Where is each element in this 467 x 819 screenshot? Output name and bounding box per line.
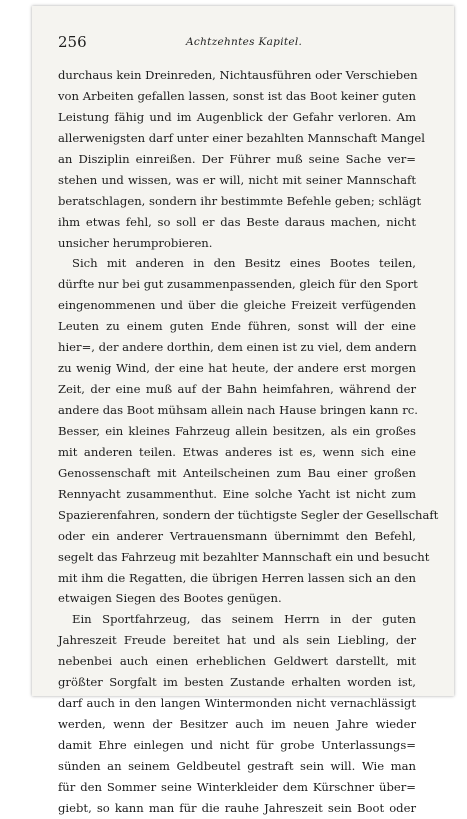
text-line: damit Ehre einlegen und nicht für grobe Unterlassungs= <box>58 738 416 752</box>
paragraph <box>58 253 439 609</box>
text-line: Genossenschaft mit Anteilscheinen zum Bau einer großen <box>58 465 416 480</box>
text-line: dürfte nur bei gut zusammenpassenden, gleich für den Sport <box>58 277 418 292</box>
text-line: Spazierenfahren, sondern der tüchtigste Segler der Gesellschaft <box>58 507 439 522</box>
text-line: etwaigen Siegen des Bootes genügen. <box>58 591 282 606</box>
text-line: allerwenigsten darf unter einer bezahlten Mannschaft Mangel <box>58 130 425 145</box>
paragraph <box>58 65 425 253</box>
text-line: beratschlagen, sondern ihr bestimmte Befehle geben; schlägt <box>58 193 422 208</box>
text-line: von Arbeiten gefallen lassen, sonst ist das Boot keiner guten <box>58 88 416 103</box>
text-line: mit anderen teilen. Etwas anderes ist es, wenn sich eine <box>58 444 416 459</box>
text-line: hier=, der andere dorthin, dem einen ist zu viel, dem andern <box>58 340 417 355</box>
text-line: stehen und wissen, was er will, nicht mit seiner Mannschaft <box>58 172 416 187</box>
text-line: größter Sorgfalt im besten Zustande erhalten worden ist, <box>58 675 416 690</box>
text-line: Jahreszeit Freude bereitet hat und als sein Liebling, der <box>58 633 416 648</box>
page-number: 256 <box>58 33 87 51</box>
text-line: Rennyacht zusammenthut. Eine solche Yacht ist nicht zum <box>58 486 416 501</box>
text-line: an Disziplin einreißen. Der Führer muß seine Sache ver= <box>58 151 416 166</box>
text-line: Sich mit anderen in den Besitz eines Bootes teilen, <box>72 256 416 271</box>
text-line: giebt, so kann man für die rauhe Jahreszeit sein Boot oder <box>58 800 416 815</box>
text-line: eingenommenen und über die gleiche Freizeit verfügenden <box>58 298 416 313</box>
text-line: zu wenig Wind, der eine hat heute, der andere erst morgen <box>58 361 416 376</box>
text-line: durchaus kein Dreinreden, Nichtausführen oder Verschieben <box>58 68 418 82</box>
text-line: segelt das Fahrzeug mit bezahlter Mannschaft ein und besucht <box>58 549 430 564</box>
paragraph <box>58 609 416 818</box>
text-line: Ein Sportfahrzeug, das seinem Herrn in der guten <box>72 612 416 627</box>
text-line: Leuten zu einem guten Ende führen, sonst will der eine <box>58 319 416 334</box>
text-line: oder ein anderer Vertrauensmann übernimmt den Befehl, <box>58 528 416 543</box>
text-line: werden, wenn der Besitzer auch im neuen Jahre wieder <box>58 717 416 732</box>
text-line: sünden an seinem Geldbeutel gestraft sein will. Wie man <box>58 758 416 773</box>
text-line: für den Sommer seine Winterkleider dem Kürschner über= <box>58 779 416 794</box>
text-line: andere das Boot mühsam allein nach Hause bringen kann rc. <box>58 403 418 417</box>
text-line: ihm etwas fehl, so soll er das Beste daraus machen, nicht <box>58 214 416 229</box>
text-line: Leistung fähig und im Augenblick der Gefahr verloren. Am <box>58 109 416 124</box>
text-line: unsicher herumprobieren. <box>58 235 213 250</box>
running-head: Achtzehntes Kapitel. <box>186 36 303 48</box>
body-text <box>58 65 439 819</box>
text-line: mit ihm die Regatten, die übrigen Herren lassen sich an den <box>58 570 416 585</box>
text-line: Zeit, der eine muß auf der Bahn heimfahren, während der <box>58 382 416 397</box>
text-line: nebenbei auch einen erheblichen Geldwert darstellt, mit <box>58 654 416 669</box>
text-line: Besser, ein kleines Fahrzeug allein besitzen, als ein großes <box>58 423 416 438</box>
page-header <box>58 33 418 53</box>
text-line: darf auch in den langen Wintermonden nicht vernachlässigt <box>58 696 416 711</box>
